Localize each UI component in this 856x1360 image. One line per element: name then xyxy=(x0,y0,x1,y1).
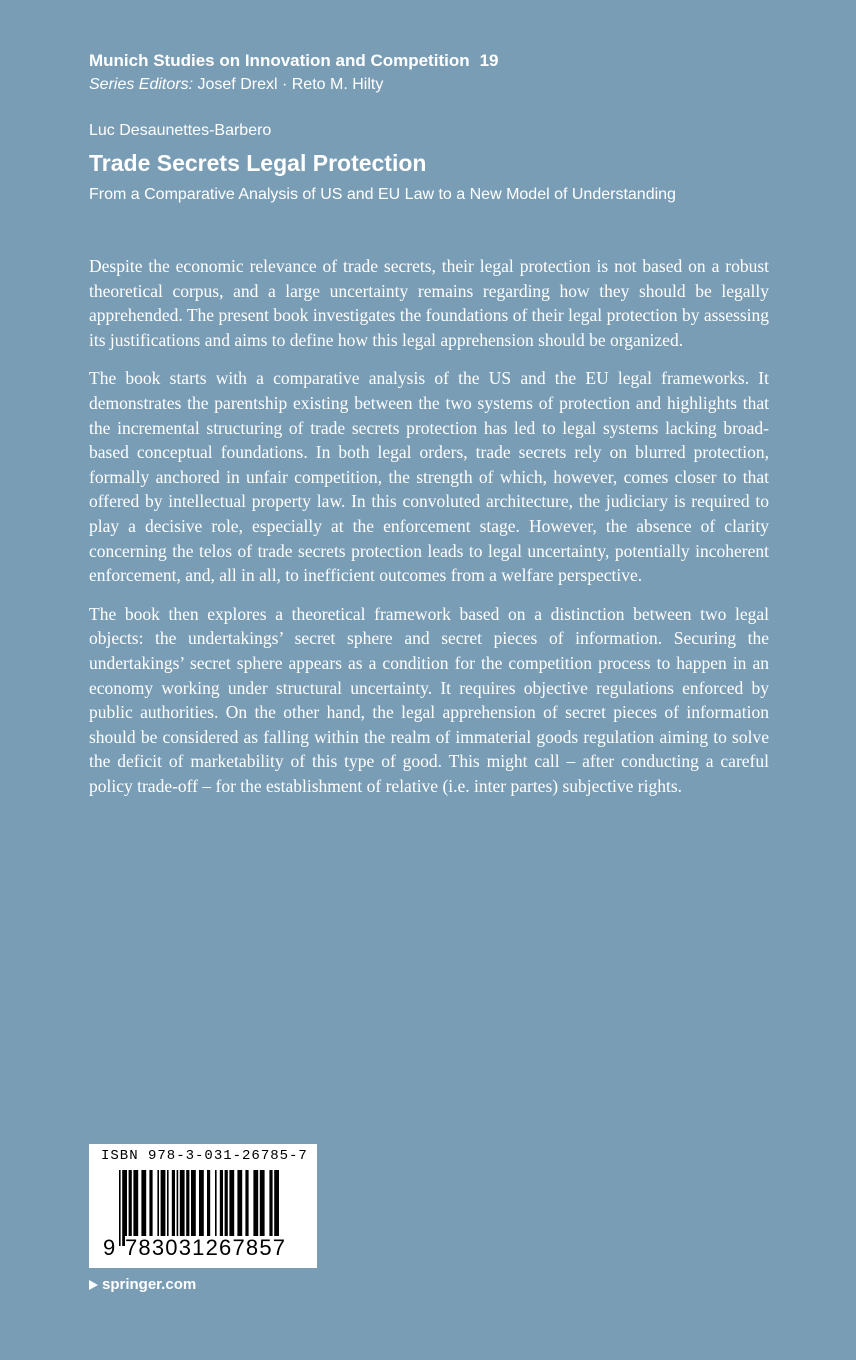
series-editors-names: Josef Drexl · Reto M. Hilty xyxy=(197,76,384,93)
book-subtitle: From a Comparative Analysis of US and EU Law to a New Model of Understanding xyxy=(89,186,676,203)
barcode-digits: 783031267857 xyxy=(125,1236,311,1260)
series-header xyxy=(89,50,789,98)
series-title xyxy=(89,50,789,72)
blurb-text xyxy=(89,254,769,812)
publisher-site: springer.com xyxy=(102,1276,197,1293)
barcode-bar xyxy=(119,1170,121,1246)
series-name: Munich Studies on Innovation and Competition xyxy=(89,51,470,70)
series-editors xyxy=(89,72,789,98)
book-title: Trade Secrets Legal Protection xyxy=(89,150,427,176)
isbn-label: ISBN 978-3-031-26785-7 xyxy=(101,1148,308,1164)
barcode-lead-digit: 9 xyxy=(103,1235,116,1260)
author-name: Luc Desaunettes-Barbero xyxy=(89,122,272,139)
blurb-paragraph-3: The book then explores a theoretical framework based on a distinction between two legal objects: the undertakings’ secret sphere and secret pieces of information. Securing the undertakings’ secret sphere appears as a condition for the competition process to happen in an economy working under structural uncertainty. It requires objective regulations enforced by public authorities. On the other hand, the legal apprehension of secret pieces of information should be considered as falling within the realm of immaterial goods regulation aiming to solve the deficit of marketability of this type of good. This might call – after conducting a careful policy trade-off – for the establishment of relative (i.e. inter partes) subjective rights. xyxy=(89,603,769,796)
arrow-right-icon xyxy=(89,1280,98,1290)
series-editors-label: Series Editors: xyxy=(89,76,194,93)
blurb-paragraph-2: The book starts with a comparative analysis of the US and the EU legal frameworks. It demonstrates the parentship existing between the two systems of protection and highlights that the incremental structuring of trade secrets protection has led to legal systems lacking broad-based conceptual foundations. In both legal orders, trade secrets rely on blurred protection, formally anchored in unfair competition, the strength of which, however, comes closer to that offered by intellectual property law. In this convoluted architecture, the judiciary is required to play a decisive role, especially at the enforcement stage. However, the absence of clarity concerning the telos of trade secrets protection leads to legal uncertainty, potentially incoherent enforcement, and, all in all, to inefficient outcomes from a welfare perspective. xyxy=(89,368,769,586)
blurb-paragraph-1: Despite the economic relevance of trade secrets, their legal protection is not based on a robust theoretical corpus, and a large uncertainty remains regarding how they should be legally apprehended. The present book investigates the foundations of their legal protection by assessing its justifications and aims to define how this legal apprehension should be organized. xyxy=(89,256,769,350)
publisher-link[interactable] xyxy=(89,1275,196,1295)
isbn-barcode xyxy=(89,1144,317,1268)
series-number: 19 xyxy=(479,51,499,70)
